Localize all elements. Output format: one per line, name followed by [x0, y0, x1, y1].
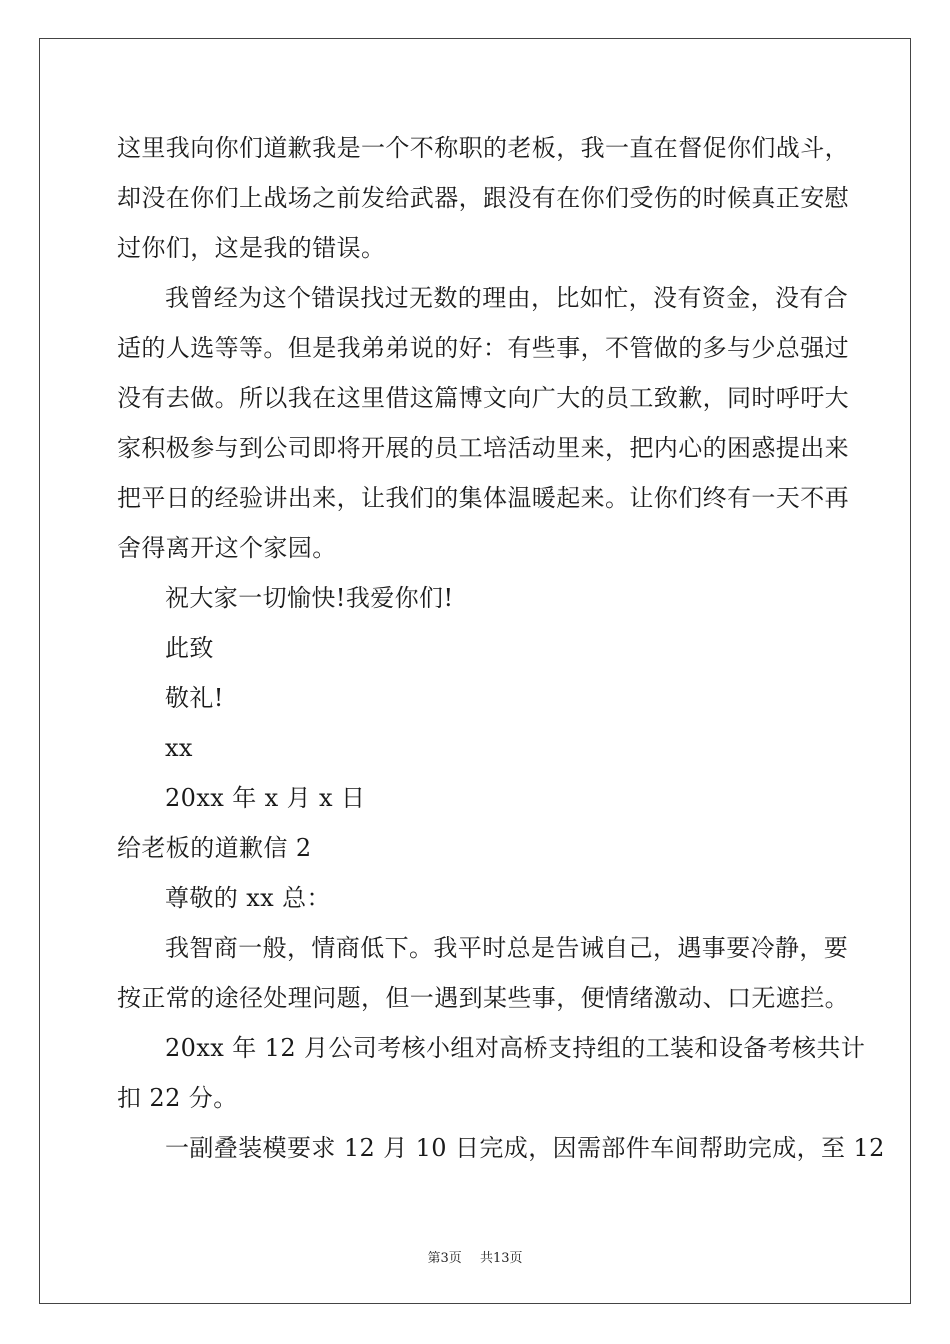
text-line: 却没在你们上战场之前发给武器，跟没有在你们受伤的时候真正安慰: [117, 184, 849, 212]
text-line: 舍得离开这个家园。: [117, 534, 337, 562]
text-line: 一副叠装模要求 12 月 10 日完成，因需部件车间帮助完成，至 12: [165, 1134, 885, 1162]
text-line: 适的人选等等。但是我弟弟说的好：有些事，不管做的多与少总强过: [117, 334, 849, 362]
text-line: 按正常的途径处理问题，但一遇到某些事，便情绪激动、口无遮拦。: [117, 984, 849, 1012]
text-line: 敬礼!: [165, 684, 224, 712]
text-line: 20xx 年 12 月公司考核小组对高桥支持组的工装和设备考核共计: [165, 1034, 866, 1062]
text-line: 我曾经为这个错误找过无数的理由，比如忙，没有资金，没有合: [165, 284, 849, 312]
text-line: 祝大家一切愉快!我爱你们!: [165, 584, 454, 612]
text-line: 尊敬的 xx 总：: [165, 884, 331, 912]
text-line: 家积极参与到公司即将开展的员工培活动里来，把内心的困惑提出来: [117, 434, 849, 462]
text-line: 扣 22 分。: [117, 1084, 238, 1112]
text-line: 把平日的经验讲出来，让我们的集体温暖起来。让你们终有一天不再: [117, 484, 849, 512]
text-line: 给老板的道歉信 2: [117, 834, 312, 862]
text-line: 此致: [165, 634, 214, 662]
document-body: [117, 123, 885, 1173]
text-line: 这里我向你们道歉我是一个不称职的老板，我一直在督促你们战斗，: [117, 134, 849, 162]
page-number: 第3页: [427, 1251, 462, 1266]
page-total: 共13页: [479, 1251, 523, 1266]
page-footer: [0, 1247, 950, 1266]
text-line: 20xx 年 x 月 x 日: [165, 784, 366, 812]
text-line: 没有去做。所以我在这里借这篇博文向广大的员工致歉，同时呼吁大: [117, 384, 849, 412]
text-line: xx: [165, 734, 193, 762]
text-line: 我智商一般，情商低下。我平时总是告诫自己，遇事要冷静，要: [165, 934, 849, 962]
text-line: 过你们，这是我的错误。: [117, 234, 386, 262]
